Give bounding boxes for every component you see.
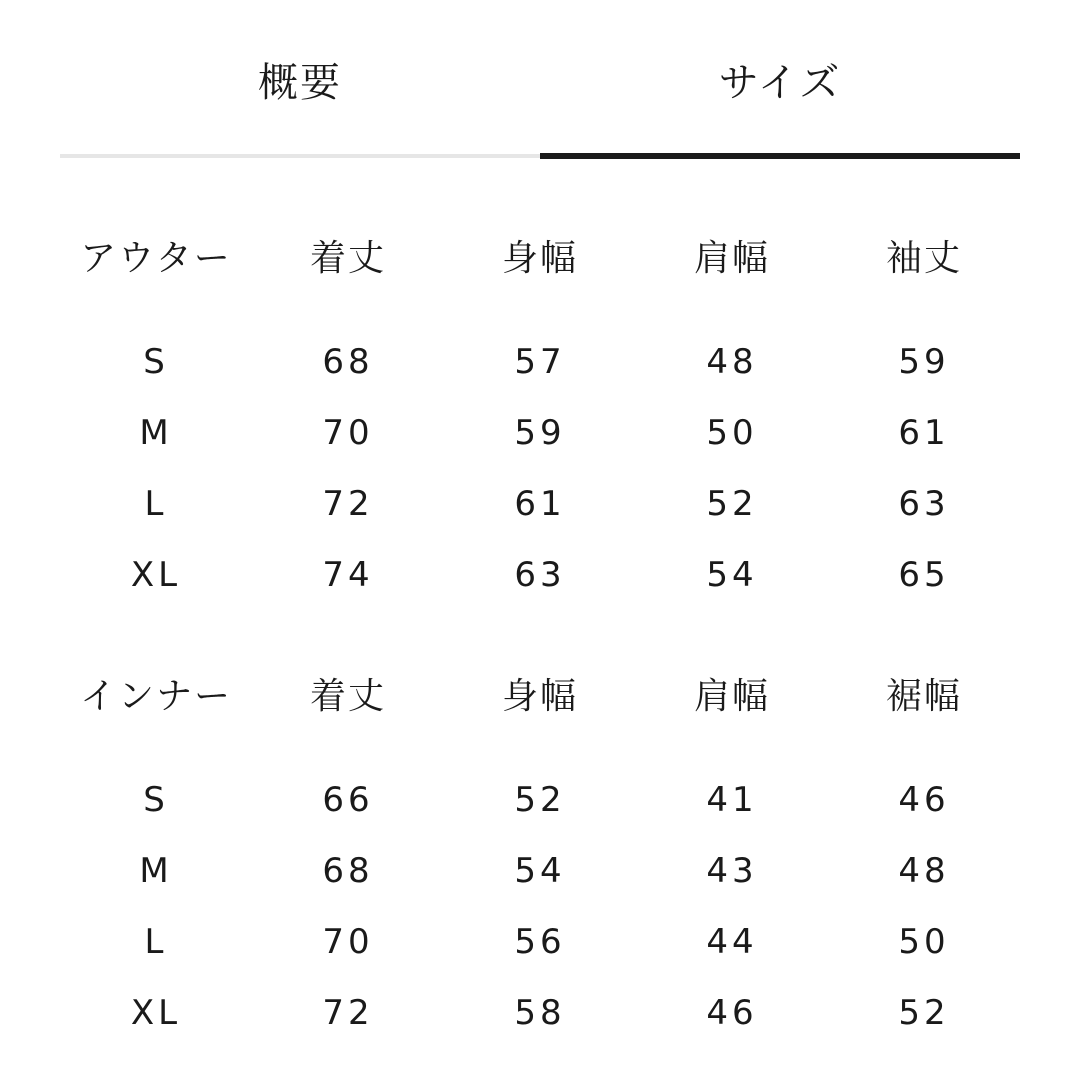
table-row <box>60 326 1020 397</box>
inner-header-hem-width: 裾幅 <box>885 675 962 717</box>
table-cell: 50 <box>706 412 758 453</box>
size-label: XL <box>130 992 182 1033</box>
size-label: S <box>143 779 169 820</box>
outer-header-category: アウター <box>80 237 232 279</box>
inner-header-length: 着丈 <box>309 675 386 717</box>
table-cell: 70 <box>322 412 374 453</box>
tab-bar <box>60 0 1020 160</box>
table-cell: 48 <box>706 341 758 382</box>
table-row <box>60 835 1020 906</box>
tab-size[interactable] <box>540 0 1020 160</box>
table-cell: 66 <box>322 779 374 820</box>
size-label: S <box>143 341 169 382</box>
table-cell: 41 <box>706 779 758 820</box>
tab-overview-underline <box>60 154 540 158</box>
table-cell: 70 <box>322 921 374 962</box>
outer-table-header <box>60 220 1020 290</box>
table-row <box>60 977 1020 1048</box>
table-row <box>60 539 1020 610</box>
outer-header-sleeve-length: 袖丈 <box>885 237 962 279</box>
table-cell: 61 <box>514 483 566 524</box>
table-cell: 68 <box>322 850 374 891</box>
table-cell: 43 <box>706 850 758 891</box>
inner-header-body-width: 身幅 <box>501 675 578 717</box>
size-label: XL <box>130 554 182 595</box>
table-cell: 61 <box>898 412 950 453</box>
table-cell: 57 <box>514 341 566 382</box>
tab-size-active-underline <box>540 153 1020 159</box>
table-cell: 65 <box>898 554 950 595</box>
table-cell: 54 <box>514 850 566 891</box>
tab-overview-label: 概要 <box>258 60 342 106</box>
outer-header-body-width: 身幅 <box>501 237 578 279</box>
table-cell: 74 <box>322 554 374 595</box>
size-label: M <box>139 850 173 891</box>
inner-header-shoulder-width: 肩幅 <box>693 675 770 717</box>
outer-size-table <box>60 220 1020 610</box>
size-label: L <box>144 483 168 524</box>
table-cell: 46 <box>706 992 758 1033</box>
tab-overview[interactable] <box>60 0 540 160</box>
table-cell: 52 <box>706 483 758 524</box>
table-cell: 59 <box>514 412 566 453</box>
table-cell: 72 <box>322 483 374 524</box>
outer-header-shoulder-width: 肩幅 <box>693 237 770 279</box>
table-row <box>60 906 1020 977</box>
table-cell: 63 <box>898 483 950 524</box>
tab-size-label: サイズ <box>718 60 842 106</box>
inner-table-header <box>60 658 1020 728</box>
table-cell: 68 <box>322 341 374 382</box>
inner-header-category: インナー <box>79 675 232 717</box>
table-cell: 44 <box>706 921 758 962</box>
table-cell: 52 <box>514 779 566 820</box>
table-cell: 63 <box>514 554 566 595</box>
table-cell: 48 <box>898 850 950 891</box>
table-cell: 52 <box>898 992 950 1033</box>
table-cell: 50 <box>898 921 950 962</box>
table-row <box>60 468 1020 539</box>
outer-header-length: 着丈 <box>309 237 386 279</box>
table-cell: 54 <box>706 554 758 595</box>
table-cell: 72 <box>322 992 374 1033</box>
table-cell: 59 <box>898 341 950 382</box>
table-cell: 58 <box>514 992 566 1033</box>
inner-size-table <box>60 658 1020 1048</box>
size-label: M <box>139 412 173 453</box>
size-label: L <box>144 921 168 962</box>
table-cell: 46 <box>898 779 950 820</box>
table-row <box>60 764 1020 835</box>
table-row <box>60 397 1020 468</box>
table-cell: 56 <box>514 921 566 962</box>
